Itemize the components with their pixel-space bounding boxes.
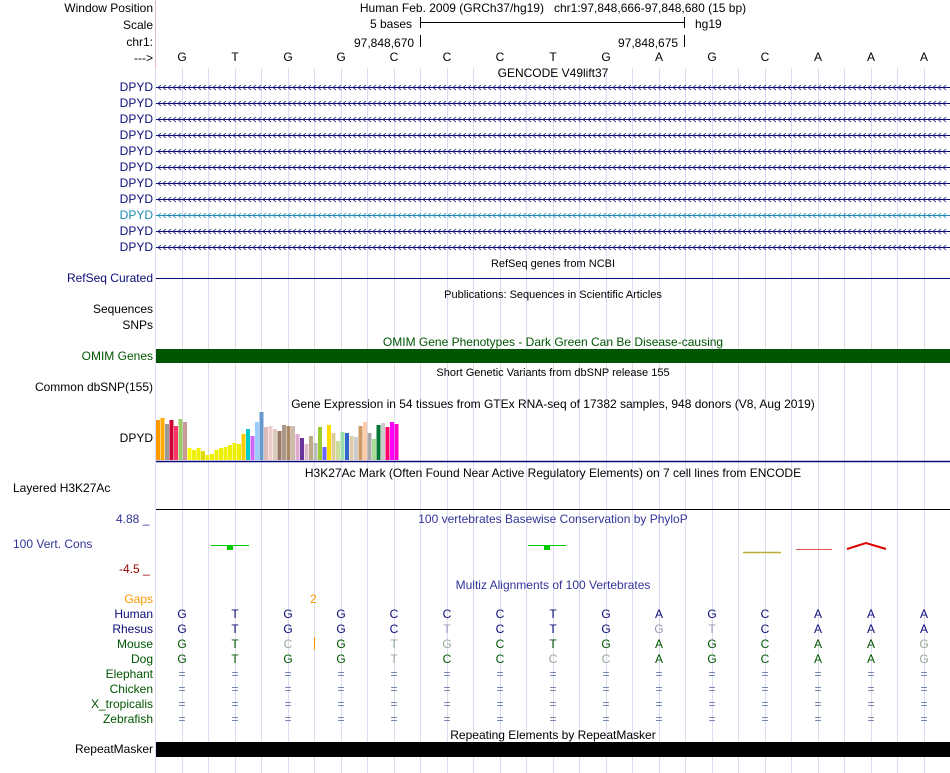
base-letter: G (177, 50, 187, 64)
aligned-base: = (231, 697, 239, 711)
aligned-base: = (443, 712, 451, 726)
base-letter: G (707, 50, 717, 64)
repeatmasker-title: Repeating Elements by RepeatMasker (450, 728, 656, 742)
aligned-base: = (655, 712, 663, 726)
conservation-mark (847, 543, 886, 549)
aligned-base: A (866, 607, 875, 621)
gtex-tissue-bar[interactable] (282, 425, 286, 460)
aligned-base: T (443, 622, 451, 636)
aligned-base: = (867, 667, 875, 681)
aligned-base: = (549, 697, 557, 711)
aligned-base: T (549, 622, 557, 636)
aligned-base: = (231, 712, 239, 726)
aligned-base: A (813, 622, 822, 636)
gencode-transcript-label[interactable]: DPYD (119, 112, 153, 126)
aligned-base: = (496, 697, 504, 711)
gtex-tissue-bar[interactable] (197, 448, 201, 460)
strand-label: ---> (134, 51, 153, 65)
species-label: Mouse (116, 637, 153, 651)
gencode-transcript-label[interactable]: DPYD (119, 144, 153, 158)
aligned-base: G (336, 622, 346, 636)
gtex-tissue-bar[interactable] (179, 419, 183, 460)
gtex-tissue-bar[interactable] (170, 420, 174, 460)
base-letter: C (495, 50, 505, 64)
species-label: Zebrafish (102, 712, 153, 726)
aligned-base: A (654, 607, 663, 621)
gtex-tissue-bar[interactable] (251, 436, 255, 460)
h3k27ac-title: H3K27Ac Mark (Often Found Near Active Regulatory Elements) on 7 cell lines from ENCODE (304, 466, 802, 480)
gtex-tissue-bar[interactable] (381, 423, 385, 460)
aligned-base: G (336, 637, 346, 651)
gtex-tissue-bar[interactable] (318, 427, 322, 460)
aligned-base: = (549, 712, 557, 726)
aligned-base: C (760, 652, 770, 666)
gtex-tissue-bar[interactable] (260, 412, 264, 460)
gtex-tissue-bar[interactable] (183, 422, 187, 460)
aligned-base: G (177, 607, 187, 621)
aligned-base: = (337, 697, 345, 711)
refseq-label[interactable]: RefSeq Curated (66, 271, 153, 285)
aligned-base: = (602, 682, 610, 696)
aligned-base: T (549, 607, 557, 621)
gencode-transcript-label[interactable]: DPYD (119, 240, 153, 254)
aligned-base: = (814, 667, 822, 681)
gtex-tissue-bar[interactable] (368, 433, 372, 460)
gtex-tissue-bar[interactable] (215, 450, 219, 460)
aligned-base: = (337, 712, 345, 726)
gtex-tissue-bar[interactable] (161, 418, 165, 460)
aligned-base: G (707, 637, 717, 651)
aligned-base: = (867, 682, 875, 696)
gtex-tissue-bar[interactable] (237, 444, 241, 460)
gtex-tissue-bar[interactable] (314, 443, 318, 460)
sequences-label[interactable]: Sequences (92, 302, 153, 316)
gtex-tissue-bar[interactable] (210, 454, 214, 460)
aligned-base: = (337, 667, 345, 681)
base-letter: G (601, 50, 611, 64)
base-letter: A (866, 50, 875, 64)
aligned-base: A (813, 637, 822, 651)
scale-label: Scale (122, 18, 153, 32)
aligned-base: G (919, 637, 929, 651)
aligned-base: G (177, 652, 187, 666)
aligned-base: = (920, 682, 928, 696)
cons-ymin: -4.5 _ (119, 562, 150, 576)
db-label: hg19 (695, 17, 722, 31)
aligned-base: G (442, 637, 452, 651)
base-letter: A (919, 50, 928, 64)
gtex-tissue-bar[interactable] (219, 448, 223, 460)
gtex-tissue-bar[interactable] (386, 427, 390, 460)
aligned-base: G (707, 607, 717, 621)
gtex-tissue-bar[interactable] (305, 444, 309, 460)
aligned-base: G (919, 652, 929, 666)
gencode-transcript-label[interactable]: DPYD (119, 192, 153, 206)
gencode-transcript-label[interactable]: DPYD (119, 224, 153, 238)
gtex-tissue-bar[interactable] (291, 426, 295, 460)
repeatmasker-label[interactable]: RepeatMasker (74, 742, 153, 756)
aligned-base: G (283, 607, 293, 621)
aligned-base: = (496, 682, 504, 696)
species-label: Rhesus (112, 622, 153, 636)
aligned-base: = (708, 682, 716, 696)
gtex-tissue-bar[interactable] (278, 431, 282, 460)
gtex-tissue-bar[interactable] (188, 448, 192, 460)
conservation-peak (227, 545, 233, 550)
omim-bar[interactable] (156, 349, 950, 363)
gtex-tissue-bar[interactable] (264, 427, 268, 460)
aligned-base: = (496, 667, 504, 681)
gtex-tissue-bar[interactable] (165, 424, 169, 460)
window-position-label: Window Position (64, 1, 153, 15)
aligned-base: G (177, 622, 187, 636)
aligned-base: G (283, 622, 293, 636)
base-letter: T (231, 50, 239, 64)
aligned-base: A (866, 622, 875, 636)
gtex-tissue-bar[interactable] (300, 438, 304, 460)
gtex-tissue-bar[interactable] (363, 422, 367, 460)
aligned-base: C (601, 652, 611, 666)
base-letter: G (283, 50, 293, 64)
base-letter: A (654, 50, 663, 64)
cons-ymax: 4.88 _ (116, 512, 150, 526)
aligned-base: = (337, 682, 345, 696)
gtex-tissue-bar[interactable] (323, 447, 327, 460)
cons-title: 100 vertebrates Basewise Conservation by PhyloP (418, 512, 688, 526)
aligned-base: G (601, 622, 611, 636)
aligned-base: A (654, 637, 663, 651)
publications-title: Publications: Sequences in Scientific Articles (444, 289, 662, 301)
aligned-base: = (761, 682, 769, 696)
aligned-base: T (390, 637, 398, 651)
aligned-base: C (495, 607, 505, 621)
aligned-base: A (919, 607, 928, 621)
aligned-base: C (760, 607, 770, 621)
aligned-base: = (178, 697, 186, 711)
aligned-base: C (495, 622, 505, 636)
aligned-base: T (549, 637, 557, 651)
aligned-base: = (390, 712, 398, 726)
repeatmasker-bar[interactable] (156, 742, 950, 757)
gencode-transcript-label[interactable]: DPYD (119, 96, 153, 110)
base-letter: A (813, 50, 822, 64)
gtex-tissue-bar[interactable] (174, 426, 178, 460)
gencode-transcript-label[interactable]: DPYD (119, 160, 153, 174)
aligned-base: G (654, 622, 664, 636)
gtex-tissue-bar[interactable] (332, 433, 336, 460)
aligned-base: = (761, 667, 769, 681)
gtex-tissue-bar[interactable] (192, 450, 196, 460)
scale-text: 5 bases (370, 17, 413, 31)
aligned-base: C (760, 637, 770, 651)
gtex-title: Gene Expression in 54 tissues from GTEx RNA-seq of 17382 samples, 948 donors (V8, Aug 2019) (291, 397, 815, 411)
aligned-base: = (655, 682, 663, 696)
aligned-base: = (443, 682, 451, 696)
gtex-tissue-bar[interactable] (296, 434, 300, 460)
aligned-base: G (336, 607, 346, 621)
aligned-base: = (920, 667, 928, 681)
base-letter: C (760, 50, 770, 64)
species-label: Chicken (109, 682, 153, 696)
aligned-base: = (708, 712, 716, 726)
gtex-tissue-bar[interactable] (242, 434, 246, 460)
gtex-tissue-bar[interactable] (341, 432, 345, 460)
aligned-base: T (231, 637, 239, 651)
species-label: Human (114, 607, 153, 621)
position-left: 97,848,670 (354, 36, 415, 50)
gtex-tissue-bar[interactable] (377, 425, 381, 460)
aligned-base: G (601, 607, 611, 621)
gtex-tissue-bar[interactable] (359, 426, 363, 460)
dbsnp-label[interactable]: Common dbSNP(155) (34, 380, 153, 394)
gencode-transcript-label[interactable]: DPYD (119, 80, 153, 94)
aligned-base: C (389, 607, 399, 621)
aligned-base: = (708, 697, 716, 711)
aligned-base: G (336, 652, 346, 666)
aligned-base: T (231, 622, 239, 636)
aligned-base: = (549, 667, 557, 681)
aligned-base: = (284, 682, 292, 696)
aligned-base: = (443, 667, 451, 681)
aligned-base: C (495, 652, 505, 666)
gtex-tissue-bar[interactable] (350, 436, 354, 460)
aligned-base: = (761, 712, 769, 726)
aligned-base: = (867, 712, 875, 726)
aligned-base: = (178, 667, 186, 681)
aligned-base: = (920, 697, 928, 711)
omim-title: OMIM Gene Phenotypes - Dark Green Can Be Disease-causing (382, 335, 724, 349)
gtex-tissue-bar[interactable] (345, 433, 349, 460)
aligned-base: = (920, 712, 928, 726)
aligned-base: T (231, 652, 239, 666)
chr-label: chr1: (126, 35, 153, 49)
aligned-base: = (178, 712, 186, 726)
gtex-tissue-bar[interactable] (354, 437, 358, 460)
aligned-base: = (708, 667, 716, 681)
gtex-tissue-bar[interactable] (201, 451, 205, 460)
aligned-base: T (390, 652, 398, 666)
assembly-title: Human Feb. 2009 (GRCh37/hg19) chr1:97,848,666-97,848,680 (15 bp) (359, 1, 747, 15)
aligned-base: A (866, 652, 875, 666)
h3k27ac-label[interactable]: Layered H3K27Ac (13, 481, 111, 495)
aligned-base: G (601, 637, 611, 651)
aligned-base: = (655, 667, 663, 681)
aligned-base: = (814, 712, 822, 726)
aligned-base: = (867, 697, 875, 711)
aligned-base: C (760, 622, 770, 636)
aligned-base: A (919, 622, 928, 636)
aligned-base: C (389, 622, 399, 636)
aligned-base: = (284, 667, 292, 681)
snps-label[interactable]: SNPs (122, 318, 153, 332)
dbsnp-title: Short Genetic Variants from dbSNP release 155 (436, 367, 670, 379)
base-letter: C (389, 50, 399, 64)
gtex-tissue-bar[interactable] (327, 425, 331, 460)
aligned-base: = (178, 682, 186, 696)
aligned-base: = (602, 697, 610, 711)
aligned-base: = (761, 697, 769, 711)
multiz-title: Multiz Alignments of 100 Vertebrates (455, 578, 651, 592)
conservation-peak (544, 545, 550, 550)
aligned-base: T (708, 622, 716, 636)
aligned-base: A (813, 652, 822, 666)
gtex-tissue-bar[interactable] (246, 429, 250, 460)
gtex-tissue-bar[interactable] (255, 422, 259, 460)
aligned-base: = (390, 682, 398, 696)
aligned-base: = (284, 697, 292, 711)
aligned-base: = (231, 667, 239, 681)
omim-label[interactable]: OMIM Genes (81, 349, 153, 363)
gtex-label[interactable]: DPYD (119, 431, 153, 445)
refseq-title: RefSeq genes from NCBI (490, 258, 616, 270)
gtex-tissue-bar[interactable] (224, 447, 228, 460)
gencode-transcript-label[interactable]: DPYD (119, 128, 153, 142)
gtex-tissue-bar[interactable] (390, 422, 394, 460)
species-label: Dog (130, 652, 153, 666)
aligned-base: = (602, 712, 610, 726)
aligned-base: = (655, 697, 663, 711)
gencode-transcript-label[interactable]: DPYD (119, 176, 153, 190)
gtex-tissue-bar[interactable] (336, 441, 340, 460)
aligned-base: A (866, 637, 875, 651)
aligned-base: G (177, 637, 187, 651)
gtex-tissue-bar[interactable] (233, 443, 237, 460)
aligned-base: = (231, 682, 239, 696)
gencode-title: GENCODE V49lift37 (497, 66, 609, 80)
gtex-tissue-bar[interactable] (273, 429, 277, 460)
species-label: Elephant (105, 667, 153, 681)
aligned-base: = (390, 667, 398, 681)
aligned-base: C (548, 652, 558, 666)
gtex-tissue-bar[interactable] (228, 445, 232, 460)
gtex-tissue-bar[interactable] (395, 424, 399, 460)
species-label: X_tropicalis (90, 697, 153, 711)
gtex-tissue-bar[interactable] (287, 426, 291, 460)
aligned-base: = (814, 682, 822, 696)
aligned-base: A (813, 607, 822, 621)
gtex-tissue-bar[interactable] (309, 436, 313, 460)
gaps-label: Gaps (124, 592, 153, 606)
aligned-base: G (283, 652, 293, 666)
aligned-base: = (549, 682, 557, 696)
gtex-tissue-bar[interactable] (269, 426, 273, 460)
aligned-base: C (495, 637, 505, 651)
gencode-transcript-label[interactable]: DPYD (119, 208, 153, 222)
aligned-base: = (496, 712, 504, 726)
aligned-base: C (442, 607, 452, 621)
position-right: 97,848,675 (618, 36, 679, 50)
base-letter: T (549, 50, 557, 64)
aligned-base: T (231, 607, 239, 621)
aligned-base: = (443, 697, 451, 711)
cons-label[interactable]: 100 Vert. Cons (13, 537, 93, 551)
aligned-base: = (284, 712, 292, 726)
aligned-base: = (390, 697, 398, 711)
gaps-value: 2 (310, 592, 317, 606)
aligned-base: G (707, 652, 717, 666)
gtex-tissue-bar[interactable] (372, 439, 376, 460)
base-letter: G (336, 50, 346, 64)
aligned-base: A (654, 652, 663, 666)
gtex-tissue-bar[interactable] (206, 455, 210, 460)
aligned-base: C (442, 652, 452, 666)
aligned-base: C (283, 637, 293, 651)
gtex-tissue-bar[interactable] (156, 420, 160, 460)
aligned-base: = (602, 667, 610, 681)
aligned-base: = (814, 697, 822, 711)
base-letter: C (442, 50, 452, 64)
